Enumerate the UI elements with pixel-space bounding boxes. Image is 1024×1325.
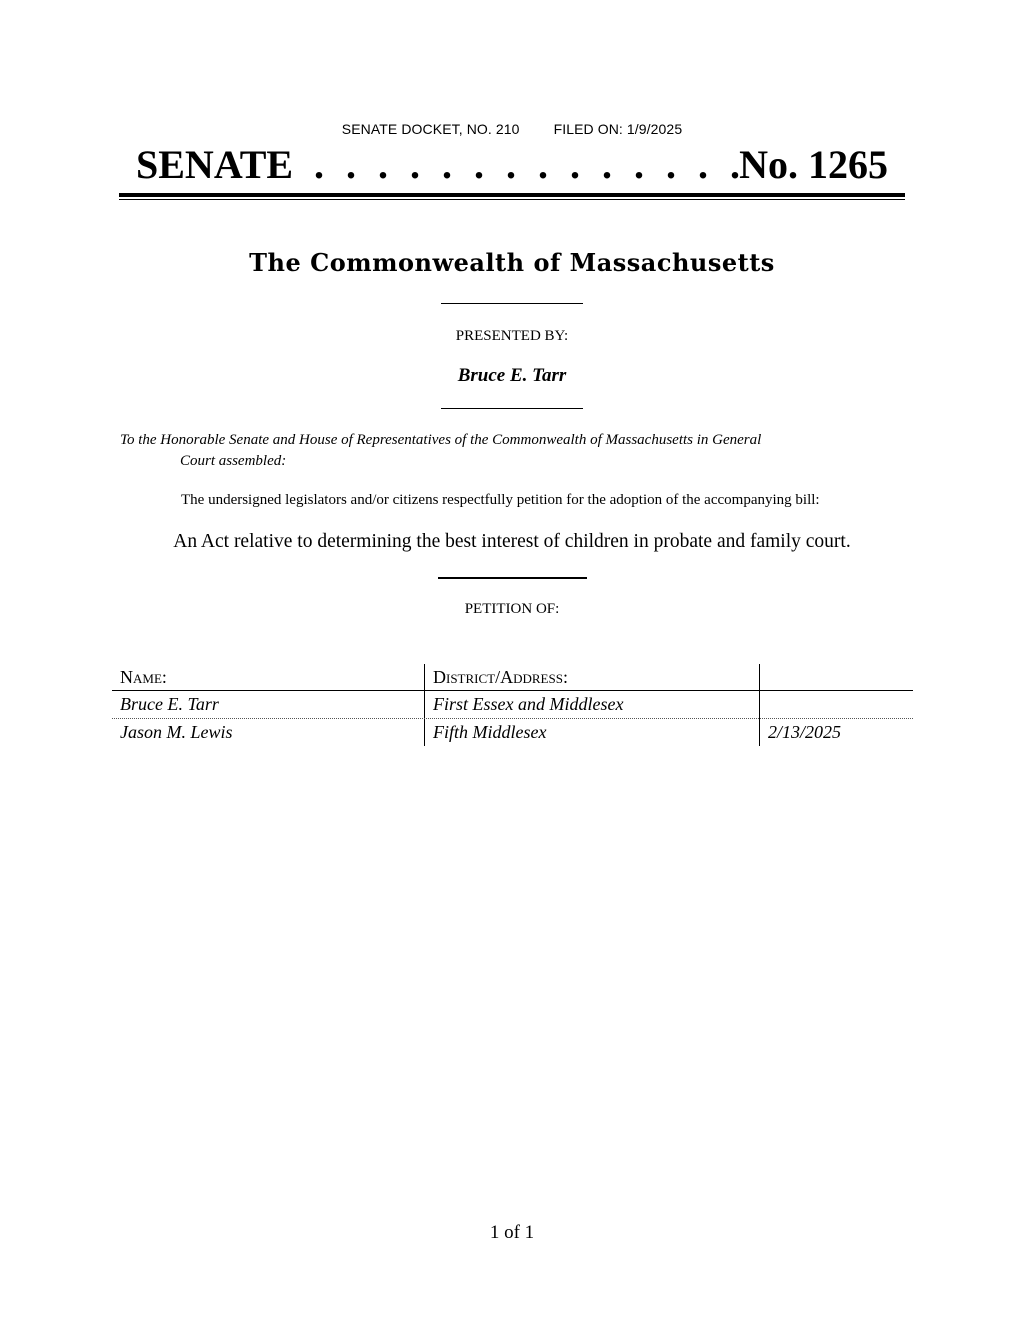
- address-line: To the Honorable Senate and House of Representatives of the Commonwealth of Massachusetts in General: [120, 432, 762, 448]
- divider: [441, 408, 583, 409]
- row-rule: [112, 718, 913, 719]
- presented-by-label: PRESENTED BY:: [455, 328, 569, 344]
- presenter-name: Bruce E. Tarr: [457, 365, 567, 386]
- divider: [438, 577, 587, 579]
- petition-of-label: PETITION OF:: [464, 601, 560, 617]
- petitioner-name: Bruce E. Tarr: [120, 694, 219, 714]
- column-header-district: District/Address:: [433, 667, 568, 687]
- petitioner-district: First Essex and Middlesex: [433, 694, 624, 714]
- commonwealth-heading: The Commonwealth of Massachusetts: [249, 248, 775, 277]
- petitioner-district: Fifth Middlesex: [433, 722, 547, 742]
- bill-number: No. 1265: [739, 142, 888, 187]
- address-line: Court assembled:: [180, 453, 287, 469]
- petitioner-name: Jason M. Lewis: [120, 722, 233, 742]
- petitioner-date: 2/13/2025: [768, 722, 842, 742]
- page-number: 1 of 1: [489, 1222, 535, 1243]
- filed-date: FILED ON: 1/9/2025: [553, 121, 683, 137]
- petition-statement: The undersigned legislators and/or citizens respectfully petition for the adoption of the accompanying bill:: [181, 492, 820, 508]
- header-rule-thin: [119, 199, 905, 200]
- chamber-name: SENATE: [136, 142, 294, 187]
- bill-title-row: [136, 140, 888, 190]
- docket-number: SENATE DOCKET, NO. 210: [341, 121, 520, 137]
- table-header-rule: [112, 690, 913, 691]
- column-header-name: Name:: [120, 667, 167, 687]
- divider: [441, 303, 583, 304]
- address-paragraph: [120, 430, 910, 472]
- column-divider: [759, 664, 760, 746]
- docket-line: [0, 121, 1024, 137]
- leader-dots: . . . . . . . . . . . . . .: [314, 142, 746, 187]
- act-title: An Act relative to determining the best interest of children in probate and family court.: [173, 531, 851, 552]
- header-rule-thick: [119, 193, 905, 197]
- column-divider: [424, 664, 425, 746]
